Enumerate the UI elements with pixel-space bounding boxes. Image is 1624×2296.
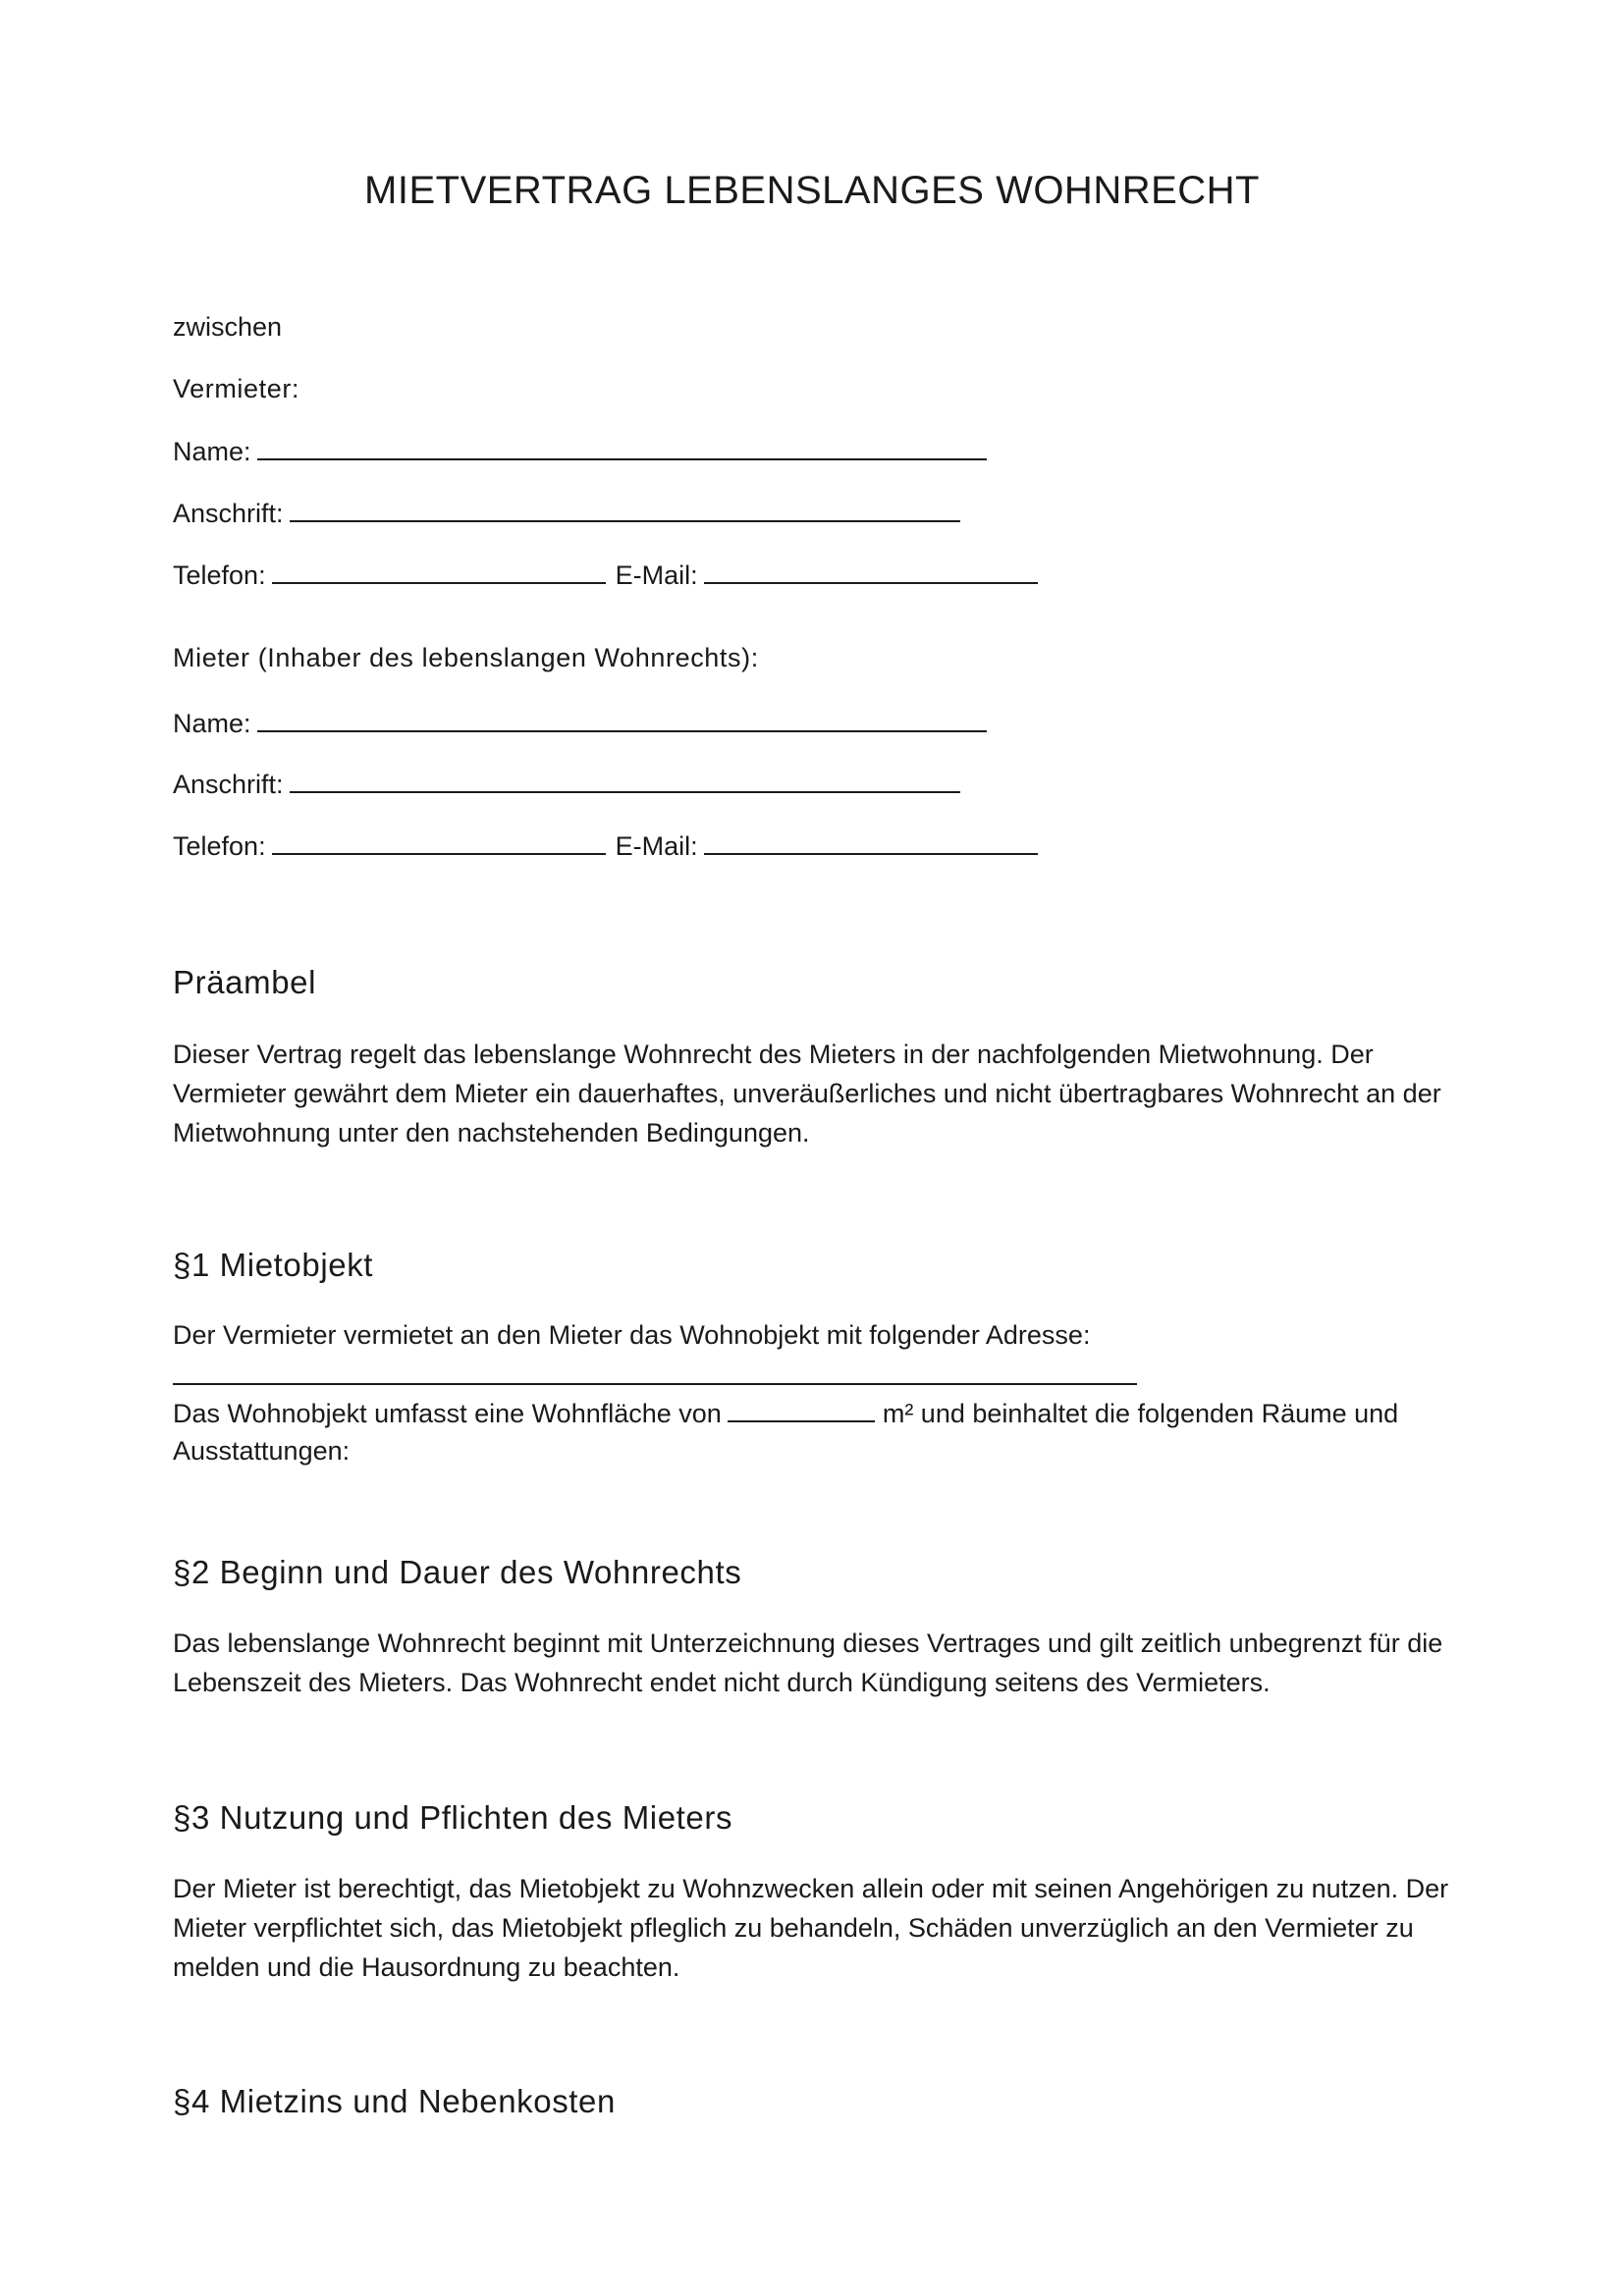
section-4-heading: §4 Mietzins und Nebenkosten [173,2083,616,2119]
section-3-body: Der Mieter ist berechtigt, das Mietobjekt zu Wohnzwecken allein oder mit seinen Angehörigen zu nutzen. Der Mieter verpflichtet sich, das Mietobjekt pfleglich zu behandeln, Schäden unverzüglich an den Vermieter zu melden und die Hausordnung zu beachten. [173,1874,1449,1982]
section-2-body: Das lebenslange Wohnrecht beginnt mit Unterzeichnung dieses Vertrages und gilt zeitlich unbegrenzt für die Lebenszeit des Mieters. Das Wohnrecht endet nicht durch Kündigung seitens des Vermieters. [173,1629,1443,1697]
section-1-address-field[interactable] [173,1383,1137,1385]
preamble-body: Dieser Vertrag regelt das lebenslange Wohnrecht des Mieters in der nachfolgenden Mietwohnung. Der Vermieter gewährt dem Mieter ein dauerhaftes, unveräußerliches und nicht übertragbares Wohnrecht an der Mietwohnung unter den nachstehenden Bedingungen. [173,1040,1441,1148]
tenant-address-row [173,768,960,800]
landlord-heading: Vermieter: [173,374,300,403]
section-1-area-text-before: Das Wohnobjekt umfasst eine Wohnfläche von [173,1399,722,1428]
tenant-name-label: Name: [173,709,251,738]
tenant-contact-row [173,829,1038,862]
intro-text: zwischen [173,312,283,342]
landlord-address-field[interactable] [290,497,960,522]
landlord-name-field[interactable] [257,435,987,460]
preamble-heading: Präambel [173,964,317,1000]
tenant-address-label: Anschrift: [173,770,284,799]
tenant-email-label: E-Mail: [615,831,698,861]
section-1-area-field[interactable] [728,1397,875,1422]
tenant-phone-label: Telefon: [173,831,266,861]
landlord-address-label: Anschrift: [173,499,284,528]
section-1-address-text: Der Vermieter vermietet an den Mieter das Wohnobjekt mit folgender Adresse: [173,1320,1091,1350]
tenant-name-row [173,707,987,739]
tenant-address-field[interactable] [290,768,960,793]
tenant-name-field[interactable] [257,707,987,732]
tenant-heading: Mieter (Inhaber des lebenslangen Wohnrechts): [173,643,759,672]
tenant-email-field[interactable] [704,829,1038,855]
document-title: MIETVERTRAG LEBENSLANGES WOHNRECHT [364,169,1260,212]
tenant-phone-field[interactable] [272,829,606,855]
section-1-heading: §1 Mietobjekt [173,1247,374,1283]
landlord-address-row [173,497,960,529]
landlord-phone-label: Telefon: [173,561,266,590]
section-1-area-text-after: m² und beinhaltet die folgenden Räume und [882,1399,1399,1428]
landlord-name-label: Name: [173,437,251,466]
landlord-email-field[interactable] [704,559,1038,584]
section-1-area-row [173,1397,1398,1429]
landlord-email-label: E-Mail: [615,561,698,590]
landlord-contact-row [173,559,1038,591]
section-1-area-line2: Ausstattungen: [173,1436,351,1466]
landlord-name-row [173,435,987,467]
section-3-heading: §3 Nutzung und Pflichten des Mieters [173,1799,733,1836]
section-2-heading: §2 Beginn und Dauer des Wohnrechts [173,1554,742,1590]
landlord-phone-field[interactable] [272,559,606,584]
